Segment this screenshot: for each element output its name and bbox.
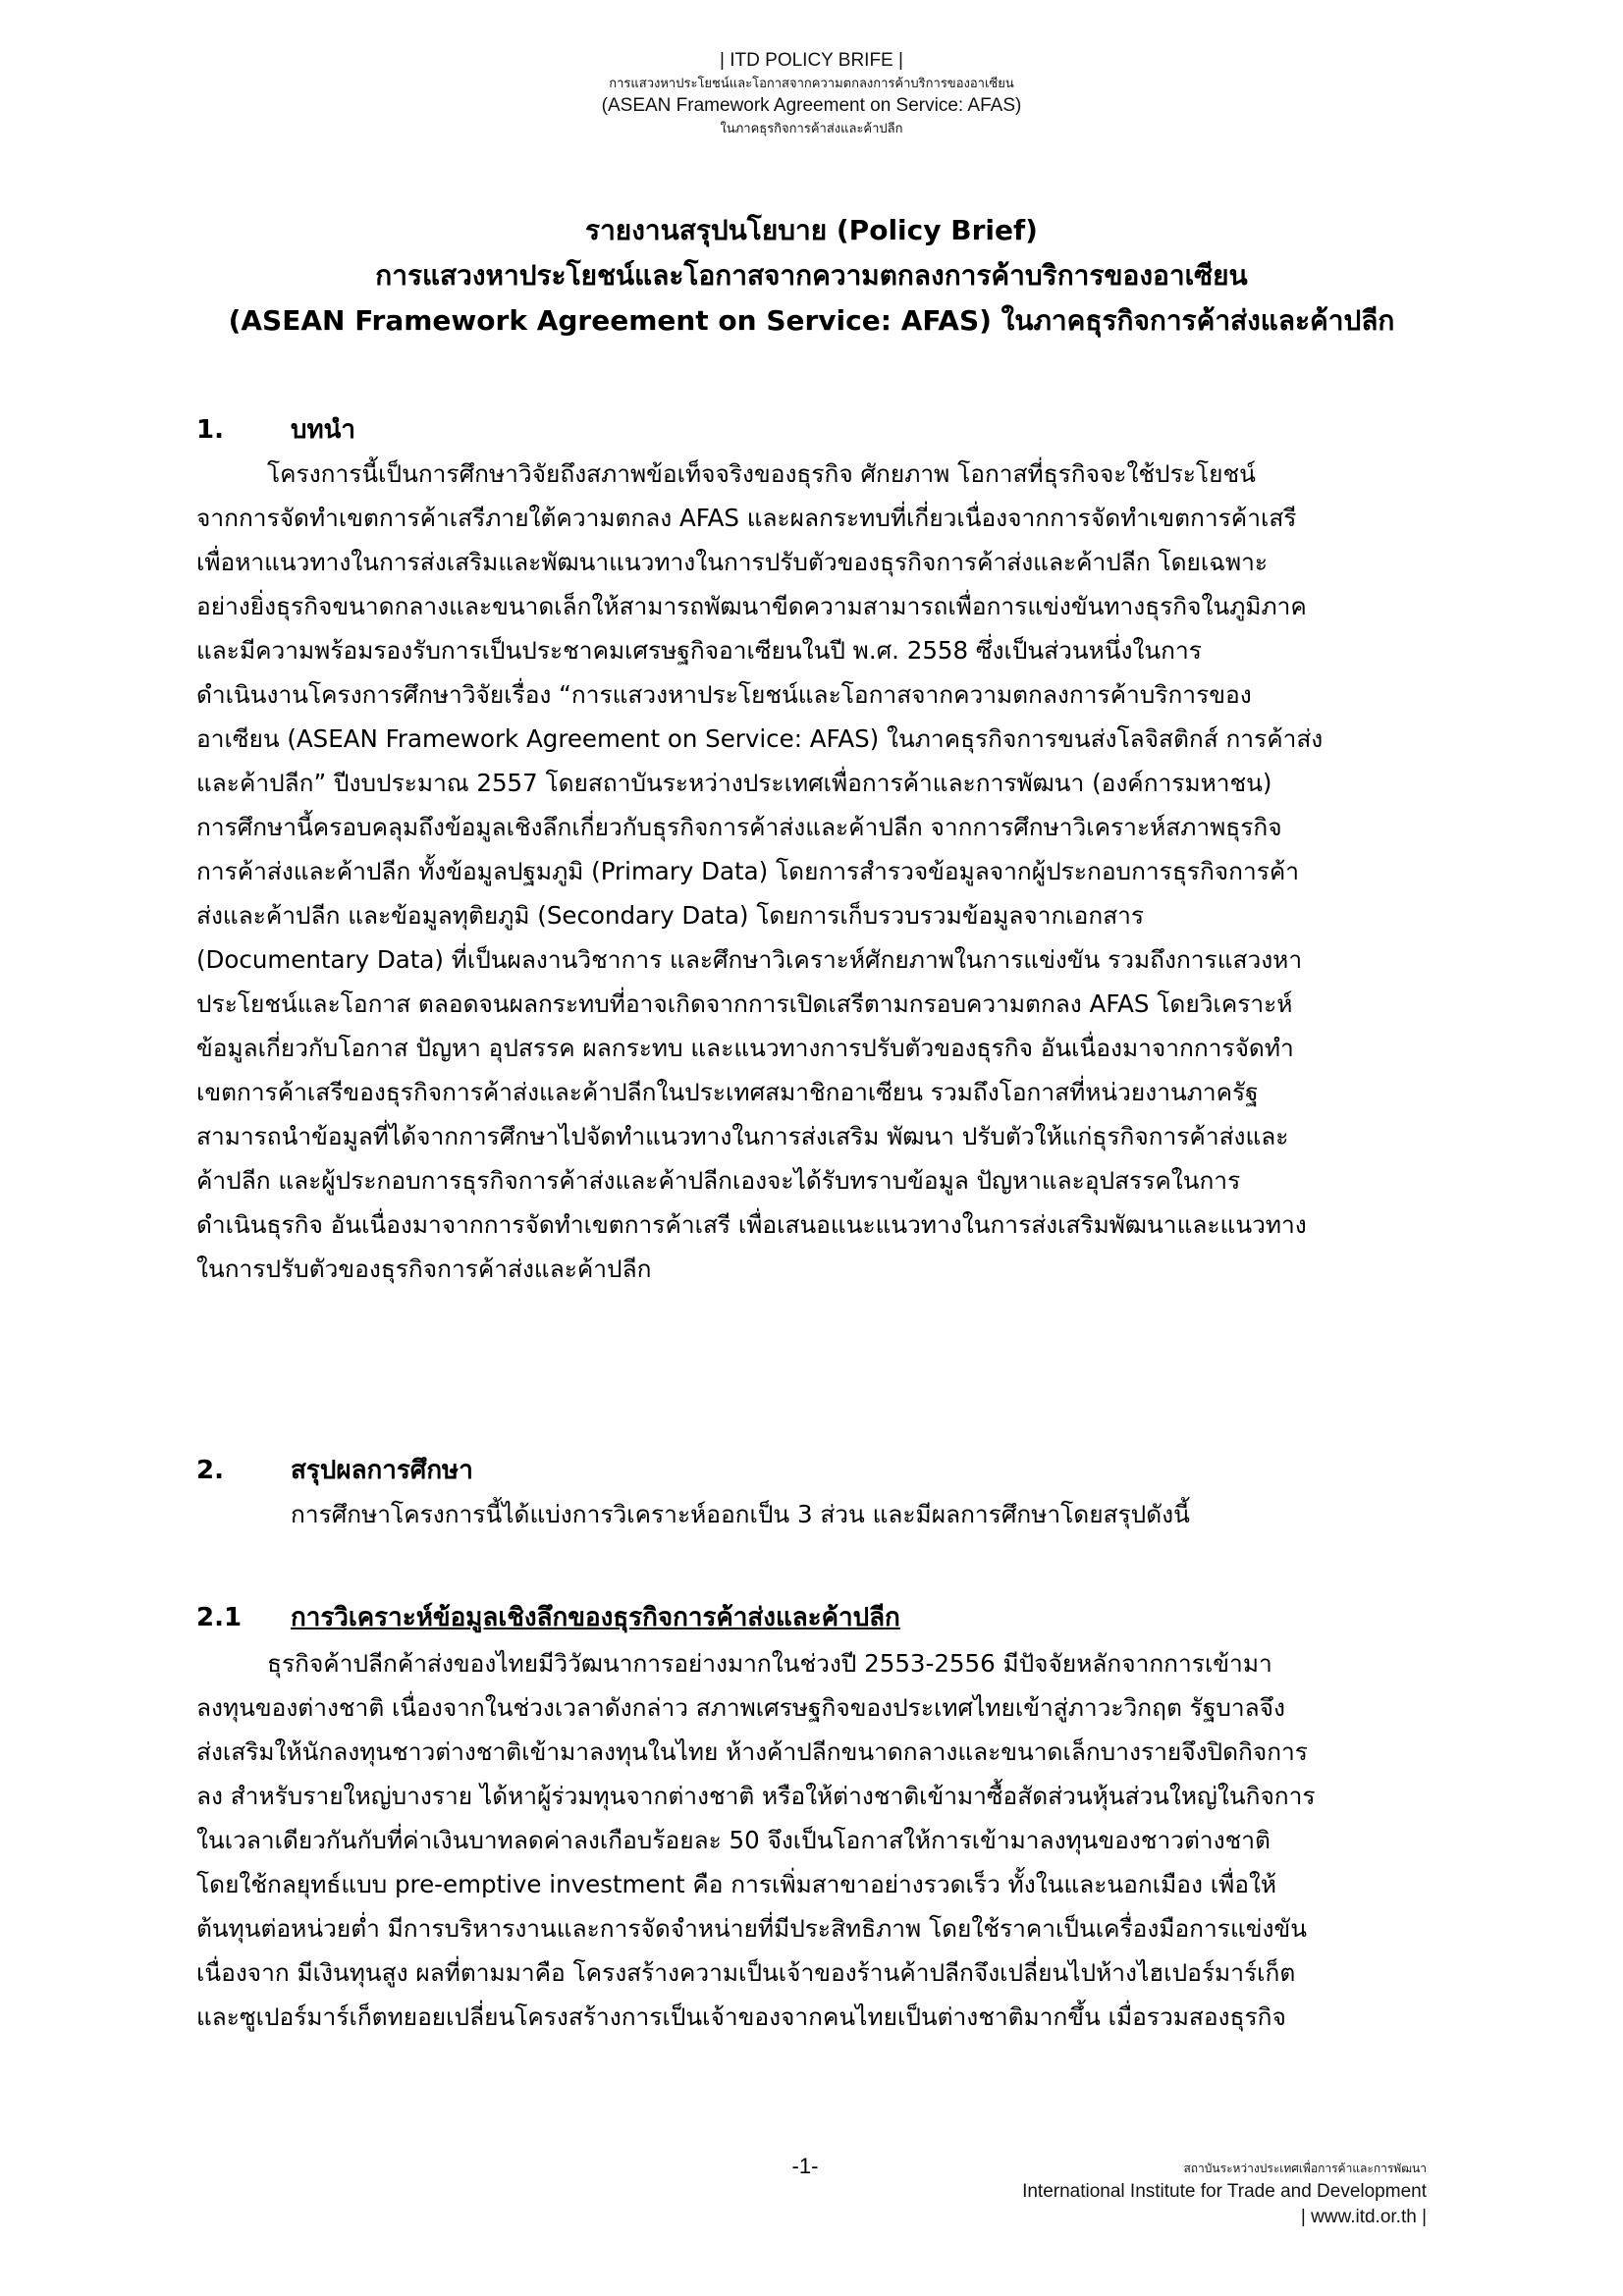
section-2-1-title: การวิเคราะห์ข้อมูลเชิงลึกของธุรกิจการค้าส่งและค้าปลีก <box>291 1603 900 1632</box>
section-1-heading <box>196 408 355 452</box>
section-2-title: สรุปผลการศึกษา <box>291 1456 473 1485</box>
header-english-title: (ASEAN Framework Agreement on Service: AFAS) <box>601 95 1022 116</box>
body-line: การศึกษานี้ครอบคลุมถึงข้อมูลเชิงลึกเกี่ยวกับธุรกิจการค้าส่งและค้าปลีก จากการศึกษาวิเคราะห์สภาพธุรกิจ <box>196 813 1282 841</box>
header-sector: ในภาคธุรกิจการค้าส่งและค้าปลีก <box>720 121 903 135</box>
title-line-3: (ASEAN Framework Agreement on Service: AFAS) ในภาคธุรกิจการค้าส่งและค้าปลีก <box>228 304 1395 337</box>
footer-org-thai: สถาบันระหว่างประเทศเพื่อการค้าและการพัฒนา <box>1183 2162 1427 2175</box>
running-header <box>393 49 1230 139</box>
document-title <box>196 208 1427 344</box>
section-2-1-body <box>196 1641 1427 2039</box>
body-line: ธุรกิจค้าปลีกค้าส่งของไทยมีวิวัฒนาการอย่างมากในช่วงปี 2553-2556 มีปัจจัยหลักจากการเข้ามา <box>267 1649 1272 1678</box>
body-line: การศึกษาโครงการนี้ได้แบ่งการวิเคราะห์ออกเป็น 3 ส่วน และมีผลการศึกษาโดยสรุปดังนี้ <box>291 1500 1190 1528</box>
body-line: ส่งเสริมให้นักลงทุนชาวต่างชาติเข้ามาลงทุนในไทย ห้างค้าปลีกขนาดกลางและขนาดเล็กบางรายจึงปิดกิจการ <box>196 1737 1308 1766</box>
section-1-number: 1. <box>196 415 224 445</box>
section-2-heading <box>196 1449 473 1492</box>
body-line: โครงการนี้เป็นการศึกษาวิจัยถึงสภาพข้อเท็จจริงของธุรกิจ ศักยภาพ โอกาสที่ธุรกิจจะใช้ประโยชน์ <box>267 459 1256 488</box>
body-line: ส่งและค้าปลีก และข้อมูลทุติยภูมิ (Secondary Data) โดยการเก็บรวบรวมข้อมูลจากเอกสาร <box>196 901 1145 930</box>
footer-org-english: International Institute for Trade and Development <box>1022 2181 1427 2202</box>
body-line: การค้าส่งและค้าปลีก ทั้งข้อมูลปฐมภูมิ (Primary Data) โดยการสำรวจข้อมูลจากผู้ประกอบการธุรกิจการค้า <box>196 857 1300 885</box>
title-line-2: การแสวงหาประโยชน์และโอกาสจากความตกลงการค้าบริการของอาเซียน <box>375 259 1248 292</box>
section-2-number: 2. <box>196 1456 224 1485</box>
body-line: อาเซียน (ASEAN Framework Agreement on Service: AFAS) ในภาคธุรกิจการขนส่งโลจิสติกส์ การค้าส่ง <box>196 724 1324 753</box>
body-line: และค้าปลีก” ปีงบประมาณ 2557 โดยสถาบันระหว่างประเทศเพื่อการค้าและการพัฒนา (องค์การมหาชน) <box>196 769 1272 797</box>
body-line: ค้าปลีก และผู้ประกอบการธุรกิจการค้าส่งและค้าปลีกเองจะได้รับทราบข้อมูล ปัญหาและอุปสรรคในการ <box>196 1166 1241 1195</box>
body-line: จากการจัดทำเขตการค้าเสรีภายใต้ความตกลง AFAS และผลกระทบที่เกี่ยวเนื่องจากการจัดทำเขตการค้าเสรี <box>196 504 1297 532</box>
page-number: -1- <box>791 2154 819 2178</box>
body-line: โดยใช้กลยุทธ์แบบ pre-emptive investment คือ การเพิ่มสาขาอย่างรวดเร็ว ทั้งในและนอกเมือง เพื่อให้ <box>196 1870 1277 1898</box>
body-line: อย่างยิ่งธุรกิจขนาดกลางและขนาดเล็กให้สามารถพัฒนาขีดความสามารถเพื่อการแข่งขันทางธุรกิจในภูมิภาค <box>196 592 1307 620</box>
header-series-label: | ITD POLICY BRIFE | <box>720 50 903 71</box>
body-line: เนื่องจาก มีเงินทุนสูง ผลที่ตามมาคือ โครงสร้างความเป็นเจ้าของร้านค้าปลีกจึงเปลี่ยนไปห้างไฮเปอร์มาร์เก็ต <box>196 1958 1296 1987</box>
body-line: ข้อมูลเกี่ยวกับโอกาส ปัญหา อุปสรรค ผลกระทบ และแนวทางการปรับตัวของธุรกิจ อันเนื่องมาจากการจัดทำ <box>196 1034 1294 1062</box>
body-line: ลง สำหรับรายใหญ่บางราย ได้หาผู้ร่วมทุนจากต่างชาติ หรือให้ต่างชาติเข้ามาซื้อสัดส่วนหุ้นส่วนใหญ่ในกิจการ <box>196 1782 1316 1810</box>
body-line: เพื่อหาแนวทางในการส่งเสริมและพัฒนาแนวทางในการปรับตัวของธุรกิจการค้าส่งและค้าปลีก โดยเฉพาะ <box>196 548 1269 576</box>
body-line: และมีความพร้อมรองรับการเป็นประชาคมเศรษฐกิจอาเซียนในปี พ.ศ. 2558 ซึ่งเป็นส่วนหนึ่งในการ <box>196 636 1202 665</box>
body-line: ดำเนินงานโครงการศึกษาวิจัยเรื่อง “การแสวงหาประโยชน์และโอกาสจากความตกลงการค้าบริการของ <box>196 680 1252 709</box>
header-thai-title: การแสวงหาประโยชน์และโอกาสจากความตกลงการค้าบริการของอาเซียน <box>609 76 1014 90</box>
section-2-1-heading <box>196 1596 900 1639</box>
section-2-body <box>196 1492 1427 1536</box>
body-line: ลงทุนของต่างชาติ เนื่องจากในช่วงเวลาดังกล่าว สภาพเศรษฐกิจของประเทศไทยเข้าสู่ภาวะวิกฤต รัฐบาลจึง <box>196 1693 1285 1722</box>
body-line: เขตการค้าเสรีของธุรกิจการค้าส่งและค้าปลีกในประเทศสมาชิกอาเซียน รวมถึงโอกาสที่หน่วยงานภาครัฐ <box>196 1078 1259 1106</box>
body-line: ในเวลาเดียวกันกับที่ค่าเงินบาทลดค่าลงเกือบร้อยละ 50 จึงเป็นโอกาสให้การเข้ามาลงทุนของชาวต่างชาติ <box>196 1826 1271 1854</box>
footer-organization <box>1022 2158 1427 2230</box>
body-line: ในการปรับตัวของธุรกิจการค้าส่งและค้าปลีก <box>196 1255 652 1283</box>
title-line-1: รายงานสรุปนโยบาย (Policy Brief) <box>585 214 1038 246</box>
body-line: (Documentary Data) ที่เป็นผลงานวิชาการ และศึกษาวิเคราะห์ศักยภาพในการแข่งขัน รวมถึงการแสวงหา <box>196 945 1303 974</box>
section-2-1-number: 2.1 <box>196 1603 243 1632</box>
body-line: ต้นทุนต่อหน่วยต่ำ มีการบริหารงานและการจัดจำหน่ายที่มีประสิทธิภาพ โดยใช้ราคาเป็นเครื่องมือการแข่งขัน <box>196 1914 1307 1943</box>
body-line: ประโยชน์และโอกาส ตลอดจนผลกระทบที่อาจเกิดจากการเปิดเสรีตามกรอบความตกลง AFAS โดยวิเคราะห์ <box>196 989 1293 1018</box>
footer-website: | www.itd.or.th | <box>1300 2207 1427 2227</box>
body-line: สามารถนำข้อมูลที่ได้จากการศึกษาไปจัดทำแนวทางในการส่งเสริม พัฒนา ปรับตัวให้แก่ธุรกิจการค้าส่งและ <box>196 1122 1289 1150</box>
body-line: ดำเนินธุรกิจ อันเนื่องมาจากการจัดทำเขตการค้าเสรี เพื่อเสนอแนะแนวทางในการส่งเสริมพัฒนาและแนวทาง <box>196 1210 1307 1239</box>
section-1-body <box>196 452 1427 1291</box>
body-line: และซูเปอร์มาร์เก็ตทยอยเปลี่ยนโครงสร้างการเป็นเจ้าของจากคนไทยเป็นต่างชาติมากขึ้น เมื่อรวมสองธุรกิจ <box>196 2002 1286 2031</box>
section-1-title: บทนำ <box>291 415 356 445</box>
